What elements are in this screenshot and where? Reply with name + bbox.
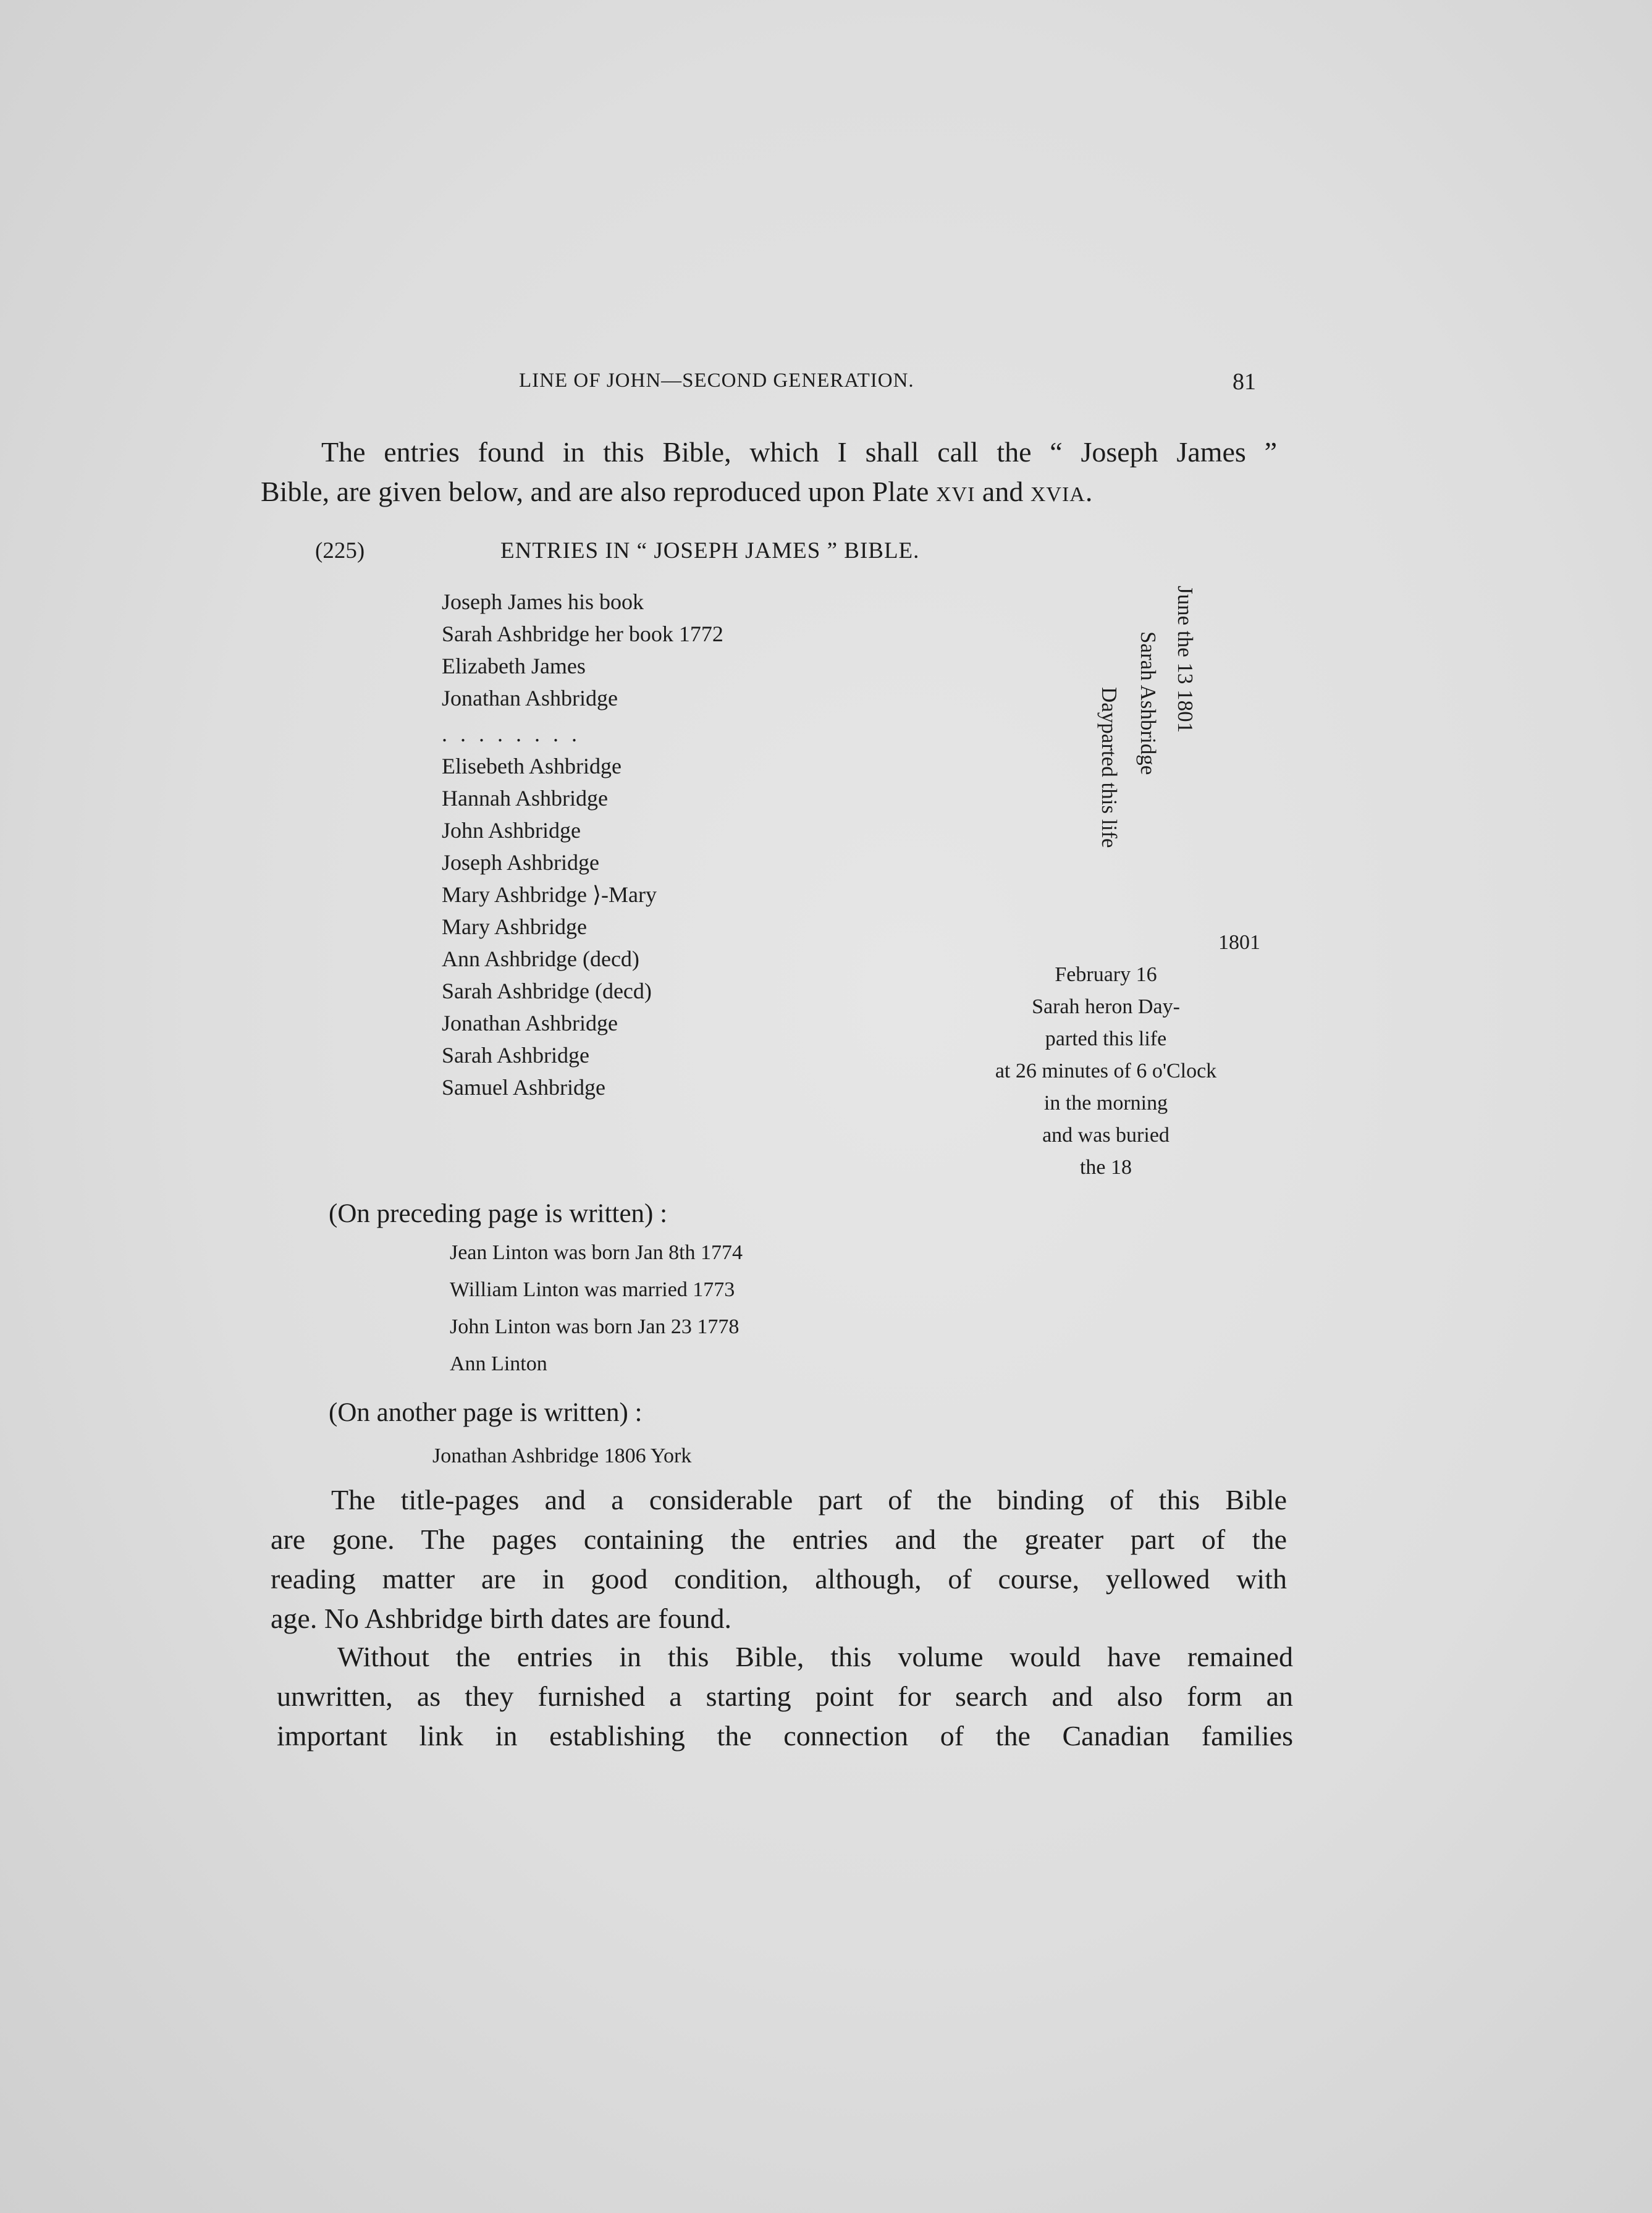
page-number: 81: [1233, 369, 1256, 395]
intro-text: and: [975, 476, 1030, 507]
entry-number: (225): [315, 538, 365, 563]
entry-line: Sarah Ashbridge (decd): [442, 979, 652, 1003]
intro-line: The entries found in this Bible, which I shall call the “ Joseph James ”: [321, 436, 1277, 468]
paragraph-line: are gone. The pages containing the entries and the greater part of the: [271, 1524, 1287, 1555]
vertical-entry-line: Dayparted this life: [1097, 687, 1121, 848]
entries-title: ENTRIES IN “ JOSEPH JAMES ” BIBLE.: [500, 538, 920, 563]
entries-caption: [315, 537, 920, 564]
another-page-heading: (On another page is written) :: [329, 1398, 643, 1427]
preceding-page-line: Ann Linton: [450, 1352, 547, 1375]
entry-line: Elisebeth Ashbridge: [442, 754, 622, 778]
death-entry-line: at 26 minutes of 6 o'Clock: [995, 1060, 1217, 1082]
paragraph-line: The title-pages and a considerable part of the binding of this Bible: [331, 1484, 1287, 1515]
intro-text: Bible, are given below, and are also reproduced upon Plate: [261, 476, 936, 507]
paragraph-line: age. No Ashbridge birth dates are found.: [271, 1603, 732, 1634]
death-entry-year: 1801: [1218, 931, 1260, 954]
preceding-page-line: William Linton was married 1773: [450, 1278, 735, 1301]
entry-separator: . . . . . . . .: [442, 722, 581, 746]
death-entry-line: in the morning: [1043, 1092, 1168, 1115]
entry-line: Ann Ashbridge (decd): [442, 946, 639, 971]
death-entry: [921, 927, 1291, 1184]
importance-paragraph: [277, 1637, 1293, 1756]
preceding-page-line: John Linton was born Jan 23 1778: [450, 1315, 740, 1338]
paragraph-line: unwritten, as they furnished a starting point for search and also form an: [277, 1680, 1293, 1712]
paragraph-line: important link in establishing the connection of the Canadian families: [277, 1720, 1293, 1751]
plate-ref: XVI: [935, 483, 976, 506]
entry-line: Jonathan Ashbridge: [442, 1011, 618, 1035]
entries-list: [442, 586, 723, 1103]
preceding-page-line: Jean Linton was born Jan 8th 1774: [450, 1241, 743, 1264]
entry-line: John Ashbridge: [442, 818, 581, 843]
condition-paragraph: [271, 1480, 1287, 1638]
entry-line: Mary Ashbridge ⟩-Mary: [442, 882, 657, 907]
entry-line: Hannah Ashbridge: [442, 786, 608, 811]
entry-line: Sarah Ashbridge: [442, 1043, 589, 1068]
vertical-entry-line: June the 13 1801: [1173, 586, 1197, 733]
entry-line: Mary Ashbridge: [442, 914, 587, 939]
intro-line: [261, 472, 1277, 515]
entry-line: Sarah Ashbridge her book 1772: [442, 622, 723, 646]
intro-paragraph: [261, 432, 1277, 515]
death-entry-line: parted this life: [1045, 1027, 1167, 1050]
another-page-entry: Jonathan Ashbridge 1806 York: [432, 1444, 692, 1467]
entry-line: Samuel Ashbridge: [442, 1075, 605, 1100]
death-entry-line: Sarah heron Day-: [1032, 995, 1180, 1018]
preceding-page-heading: (On preceding page is written) :: [329, 1199, 668, 1228]
entry-line: Jonathan Ashbridge: [442, 686, 618, 710]
entry-line: Elizabeth James: [442, 654, 586, 678]
entry-line: Joseph James his book: [442, 589, 644, 614]
paragraph-line: reading matter are in good condition, although, of course, yellowed with: [271, 1563, 1287, 1595]
paragraph-line: Without the entries in this Bible, this volume would have remained: [337, 1641, 1293, 1672]
death-entry-line: and was buried: [1042, 1124, 1169, 1147]
plate-ref: XVIA: [1030, 483, 1085, 506]
running-title: LINE OF JOHN—SECOND GENERATION.: [519, 369, 914, 392]
preceding-page-entries: [450, 1234, 743, 1383]
intro-text: .: [1085, 476, 1093, 507]
entry-line: Joseph Ashbridge: [442, 850, 599, 875]
death-entry-line: February 16: [1055, 963, 1157, 986]
death-entry-line: the 18: [1079, 1156, 1132, 1179]
vertical-entry-line: Sarah Ashbridge: [1136, 631, 1160, 775]
